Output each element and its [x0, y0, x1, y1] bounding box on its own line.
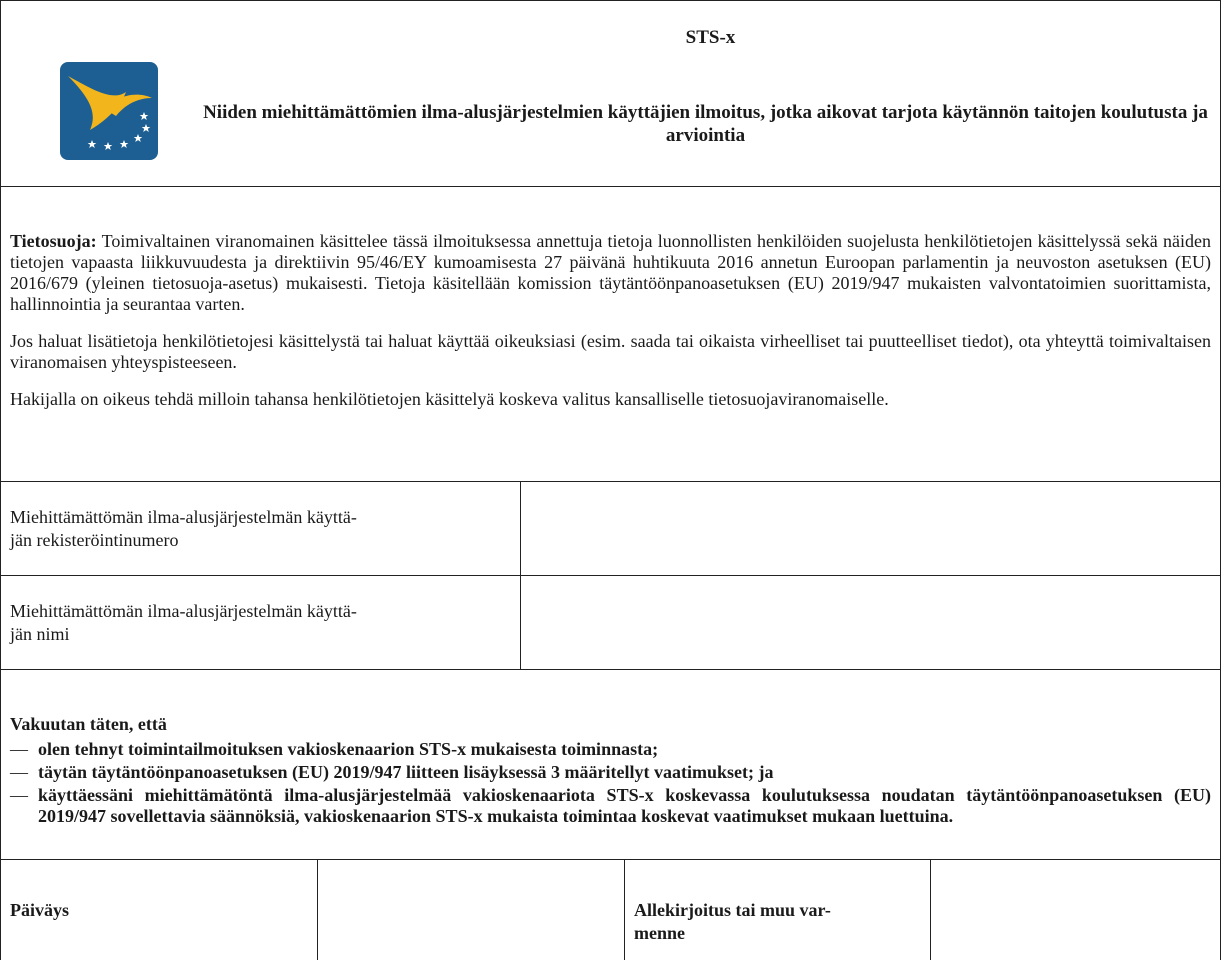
declaration-item	[10, 785, 1211, 827]
easa-logo-icon	[60, 62, 158, 160]
declaration-list	[10, 739, 1211, 827]
privacy-notice	[1, 187, 1220, 482]
date-label-cell	[1, 860, 318, 960]
signature-row	[1, 860, 1220, 960]
operator-name-label-line-1: Miehittämättömän ilma-alusjärjestelmän käyttä-	[10, 600, 357, 621]
signature-field[interactable]	[931, 860, 1220, 960]
declaration-intro: Vakuutan täten, että	[10, 714, 167, 734]
form-code: STS-x	[685, 27, 736, 48]
date-field[interactable]	[318, 860, 625, 960]
operator-name-label-line-2: jän nimi	[10, 623, 70, 644]
registration-number-row	[1, 482, 1220, 576]
privacy-paragraph-1	[10, 231, 1211, 315]
registration-number-label	[10, 482, 515, 575]
signature-label	[634, 899, 922, 945]
signature-label-line-2: menne	[634, 923, 685, 943]
operator-name-label	[10, 576, 515, 669]
date-label: Päiväys	[10, 900, 70, 920]
privacy-paragraph-3: Hakijalla on oikeus tehdä milloin tahansa henkilötietojen käsittelyä koskeva valitus kansalliselle tietosuojaviranomaiselle.	[10, 389, 889, 409]
declaration-item-text: käyttäessäni miehittämätöntä ilma-alusjärjestelmää vakioskenaariota STS-x koskevassa koulutuksessa noudatan täytäntöönpanoasetuksen (EU) 2019/947 sovellettavia säännöksiä, vakioskenaarion STS-x mukaista toimintaa koskevat vaatimukset mukaan luettuina.	[38, 785, 1211, 826]
dash-marker: —	[10, 762, 28, 782]
registration-number-field[interactable]	[521, 482, 1220, 575]
signature-label-line-1: Allekirjoitus tai muu var-	[634, 900, 831, 920]
operator-name-field[interactable]	[521, 576, 1220, 669]
declaration-item	[10, 762, 1211, 783]
declaration-section	[1, 670, 1220, 860]
operator-name-row	[1, 576, 1220, 670]
dash-marker: —	[10, 785, 28, 805]
registration-number-label-line-1: Miehittämättömän ilma-alusjärjestelmän käyttä-	[10, 506, 357, 527]
form-header	[1, 0, 1220, 187]
declaration-item-text: täytän täytäntöönpanoasetuksen (EU) 2019/947 liitteen lisäyksessä 3 määritellyt vaatimukset; ja	[38, 762, 774, 782]
privacy-text-1: Toimivaltainen viranomainen käsittelee tässä ilmoituksessa annettuja tietoja luonnollisten henkilöiden suojelusta henkilötietojen käsittelyssä sekä näiden tietojen vapaasta liikkuvuudesta ja direktiivin 95/46/EY kumoamisesta 27 päivänä huhtikuuta 2016 annetun Euroopan parlamentin ja neuvoston asetuksen (EU) 2016/679 (yleinen tietosuoja-asetus) mukaisesti. Tietoja käsitellään komission täytäntöönpanoasetuksen (EU) 2019/947 mukaisten valvontatoimien suorittamista, hallinnointia ja seurantaa varten.	[10, 231, 1211, 314]
declaration-item	[10, 739, 1211, 760]
signature-label-cell	[625, 860, 931, 960]
privacy-lead: Tietosuoja:	[10, 231, 97, 251]
form-title: Niiden miehittämättömien ilma-alusjärjestelmien käyttäjien ilmoitus, jotka aikovat tarjota käytännön taitojen koulutusta ja arviointia	[203, 102, 1208, 146]
declaration-item-text: olen tehnyt toimintailmoituksen vakioskenaarion STS-x mukaisesta toiminnasta;	[38, 739, 659, 759]
dash-marker: —	[10, 739, 28, 759]
registration-number-label-line-2: jän rekisteröintinumero	[10, 529, 179, 550]
privacy-paragraph-2: Jos haluat lisätietoja henkilötietojesi käsittelystä tai haluat käyttää oikeuksiasi (esim. saada tai oikaista virheelliset tai puutteelliset tiedot), ota yhteyttä toimivaltaisen viranomaisen yhteyspisteeseen.	[10, 331, 1211, 372]
